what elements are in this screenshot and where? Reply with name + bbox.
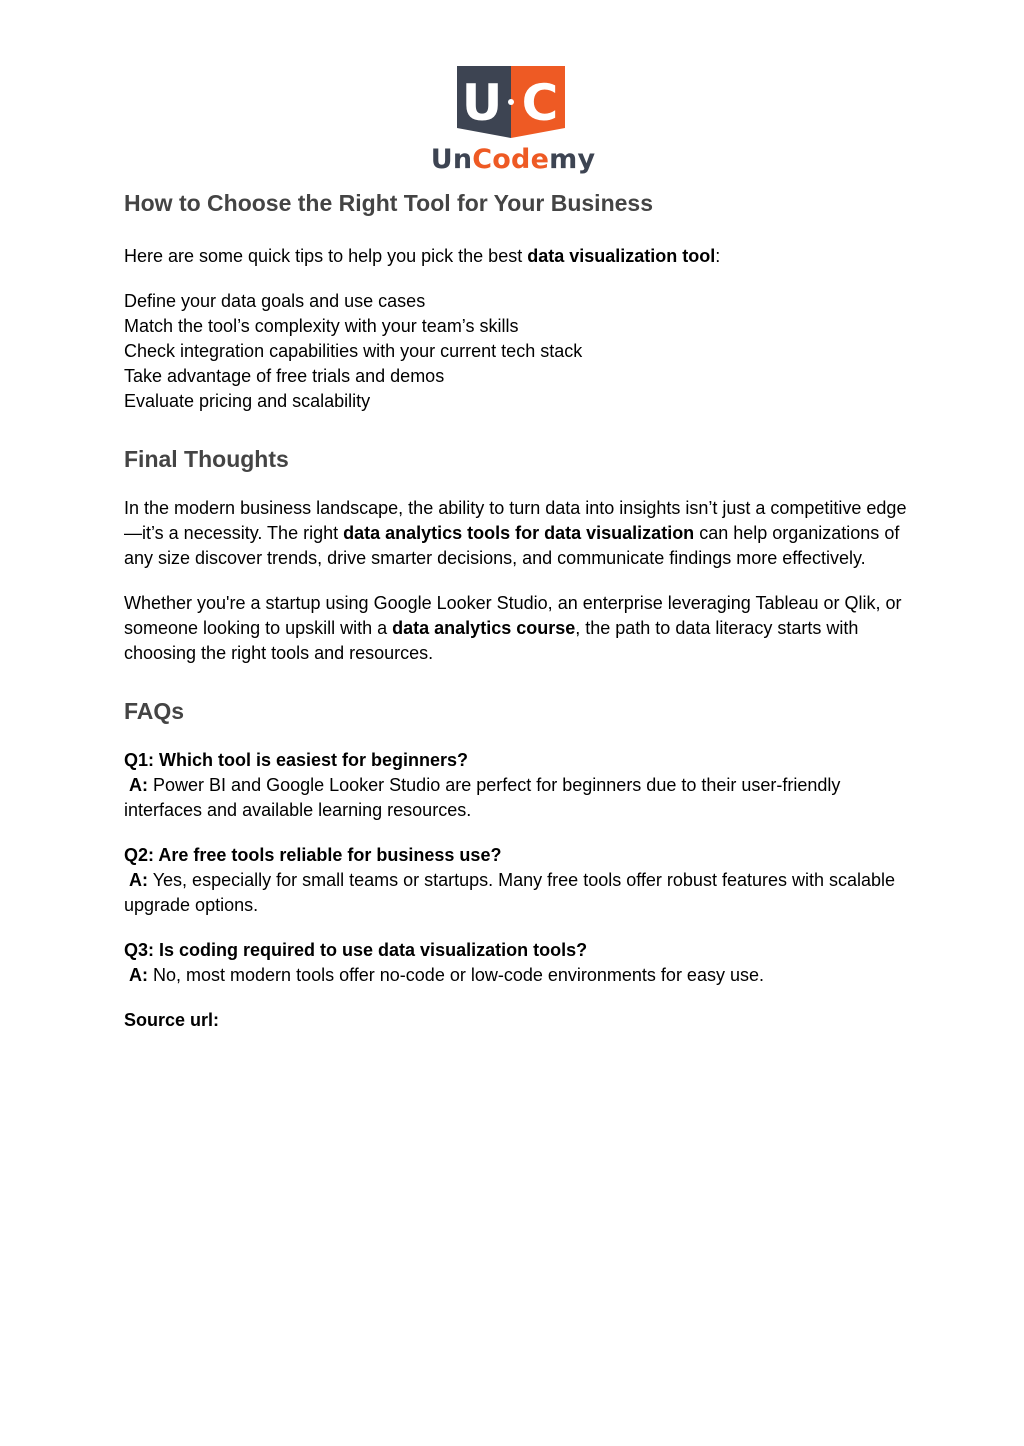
faq-answer-text: Yes, especially for small teams or startups. Many free tools offer robust features with scalable upgrade options. — [124, 870, 896, 915]
logo-mark-letter-c: C — [521, 74, 559, 132]
final-p1-bold: data analytics tools for data visualization — [343, 523, 695, 543]
faq-item — [124, 748, 914, 823]
logo-wordmark-my: my — [549, 144, 596, 175]
tips-list — [124, 289, 914, 414]
faq-answer-text: Power BI and Google Looker Studio are perfect for beginners due to their user-friendly interfaces and available learning resources. — [124, 775, 841, 820]
tip-item: Define your data goals and use cases — [124, 291, 426, 311]
logo-wordmark-un: Un — [430, 144, 473, 175]
faq-question: Q1: Which tool is easiest for beginners? — [124, 750, 469, 770]
faq-answer — [124, 773, 914, 823]
intro-text-before: Here are some quick tips to help you pick the best — [124, 246, 528, 266]
logo-wordmark — [424, 144, 602, 176]
faq-question: Q3: Is coding required to use data visualization tools? — [124, 940, 588, 960]
final-p1-after: can help organizations of any size discover trends, drive smarter decisions, and communicate findings more effectively. — [124, 523, 900, 568]
intro-text-after: : — [715, 246, 721, 266]
faq-item — [124, 843, 914, 918]
faq-answer-text: No, most modern tools offer no-code or low-code environments for easy use. — [148, 965, 764, 985]
final-paragraph-2 — [124, 591, 914, 666]
heading-final-thoughts: Final Thoughts — [124, 446, 289, 472]
source-url-label: Source url: — [124, 1010, 220, 1030]
tip-item: Match the tool’s complexity with your team’s skills — [124, 316, 519, 336]
faq-answer — [124, 963, 914, 988]
final-p2-bold: data analytics course — [392, 618, 576, 638]
heading-choose-tool: How to Choose the Right Tool for Your Business — [124, 190, 653, 216]
final-paragraph-1 — [124, 496, 914, 571]
final-p2-before: Whether you're a startup using Google Looker Studio, an enterprise leveraging Tableau or Qlik, or someone looking to upskill with a — [124, 593, 902, 638]
faq-answer — [124, 868, 914, 918]
faq-item — [124, 938, 914, 988]
intro-text-bold: data visualization tool — [527, 246, 716, 266]
tip-item: Check integration capabilities with your current tech stack — [124, 341, 583, 361]
tip-item: Evaluate pricing and scalability — [124, 391, 371, 411]
faq-answer-label: A: — [129, 870, 149, 890]
final-p2-after: , the path to data literacy starts with choosing the right tools and resources. — [124, 618, 859, 663]
uc-logo-mark-icon — [457, 66, 565, 138]
uncodemy-logo — [424, 66, 602, 178]
logo-mark-letter-u: U — [461, 74, 503, 132]
document-body — [124, 186, 914, 1033]
logo-wordmark-code: Code — [472, 144, 550, 175]
tip-item: Take advantage of free trials and demos — [124, 366, 445, 386]
faq-answer-label: A: — [129, 775, 149, 795]
heading-faqs: FAQs — [124, 698, 185, 724]
final-p1-before: In the modern business landscape, the ability to turn data into insights isn’t just a competitive edge—it’s a necessity. The right — [124, 498, 907, 543]
faq-question: Q2: Are free tools reliable for business use? — [124, 845, 502, 865]
intro-paragraph — [124, 244, 914, 269]
faq-answer-label: A: — [129, 965, 149, 985]
